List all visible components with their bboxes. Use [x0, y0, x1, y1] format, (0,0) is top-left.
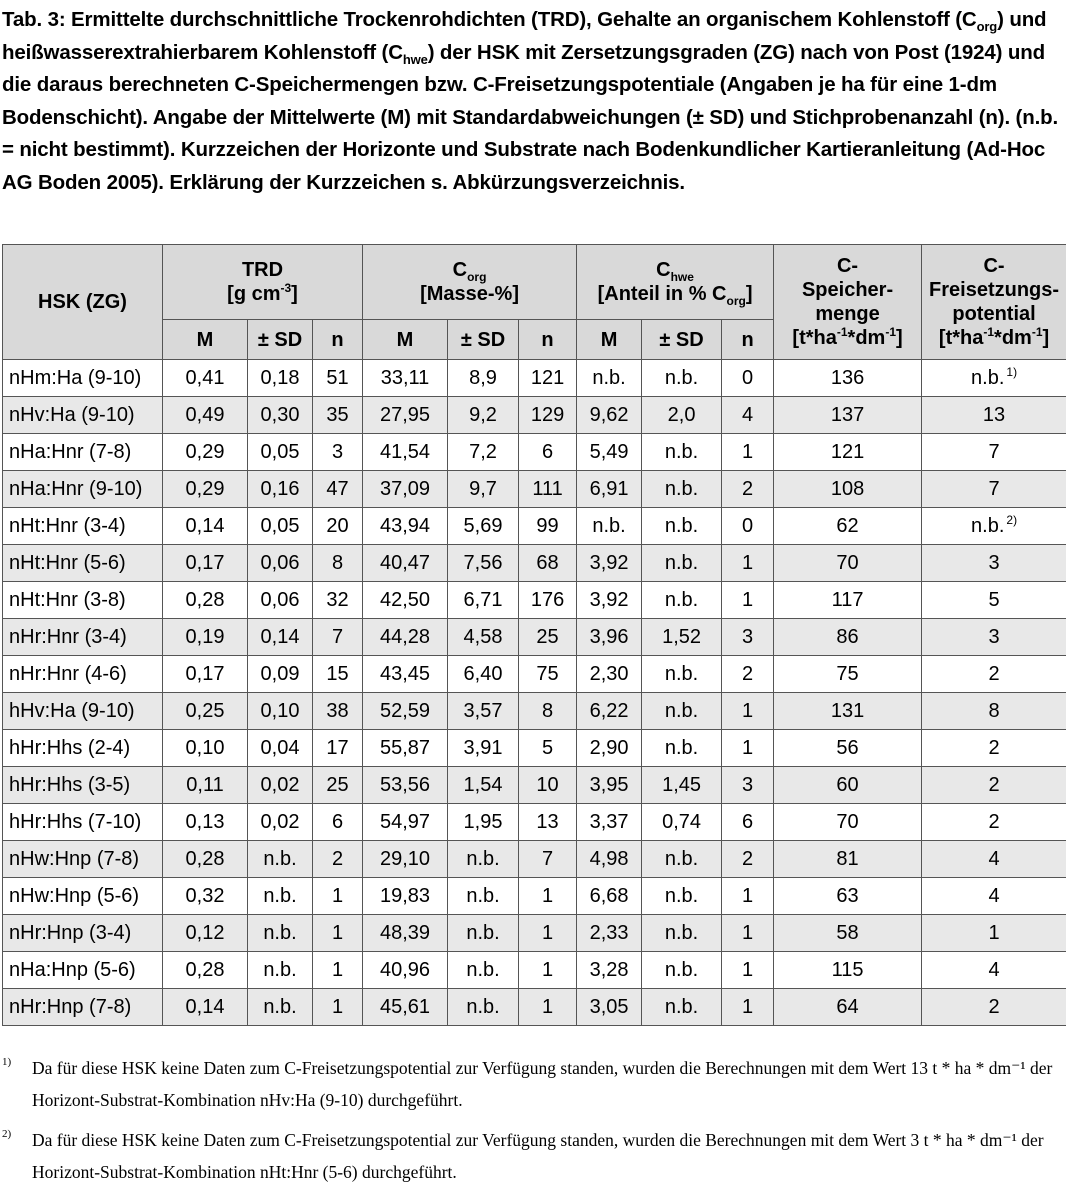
- cell-trd-sd: n.b.: [248, 878, 313, 915]
- cell-chwe-m: 6,68: [577, 878, 642, 915]
- cell-corg-sd: n.b.: [448, 915, 519, 952]
- footnote-ref: 2): [1006, 512, 1018, 527]
- cell-trd-m: 0,14: [163, 508, 248, 545]
- cell-speicher: 108: [774, 471, 922, 508]
- cell-hsk: hHr:Hhs (7-10): [3, 804, 163, 841]
- table-row: [3, 730, 1066, 767]
- caption-text: Tab. 3: Ermittelte durchschnittliche Trockenrohdichten (TRD), Gehalte an organischem Kohlenstoff (C: [2, 8, 977, 31]
- cell-trd-sd: 0,06: [248, 545, 313, 582]
- cell-trd-sd: n.b.: [248, 952, 313, 989]
- footnote-2: [2, 1124, 1064, 1188]
- cell-chwe-m: 3,37: [577, 804, 642, 841]
- cell-chwe-m: 3,05: [577, 989, 642, 1026]
- cell-frei: 3: [922, 619, 1066, 656]
- cell-chwe-n: 3: [722, 767, 774, 804]
- cell-corg-sd: n.b.: [448, 878, 519, 915]
- cell-chwe-n: 1: [722, 693, 774, 730]
- cell-corg-n: 13: [519, 804, 577, 841]
- cell-chwe-m: 5,49: [577, 434, 642, 471]
- cell-trd-m: 0,14: [163, 989, 248, 1026]
- cell-chwe-sd: n.b.: [642, 471, 722, 508]
- cell-hsk: nHm:Ha (9-10): [3, 360, 163, 397]
- cell-corg-m: 54,97: [363, 804, 448, 841]
- caption-text: ) und heißwasserextrahierbarem Kohlenstoff (C: [2, 8, 1047, 64]
- cell-speicher: 64: [774, 989, 922, 1026]
- subheader-chwe-sd: ± SD: [642, 320, 722, 360]
- table-row: [3, 471, 1066, 508]
- cell-chwe-sd: n.b.: [642, 878, 722, 915]
- cell-corg-sd: 7,2: [448, 434, 519, 471]
- cell-frei: 2: [922, 767, 1066, 804]
- cell-trd-n: 6: [313, 804, 363, 841]
- cell-trd-m: 0,28: [163, 841, 248, 878]
- subheader-chwe-n: n: [722, 320, 774, 360]
- footnote-ref: 1): [1006, 364, 1018, 379]
- cell-frei: 2: [922, 989, 1066, 1026]
- cell-hsk: nHr:Hnp (3-4): [3, 915, 163, 952]
- cell-trd-n: 8: [313, 545, 363, 582]
- cell-trd-n: 51: [313, 360, 363, 397]
- table-caption: [2, 4, 1064, 199]
- cell-trd-sd: n.b.: [248, 989, 313, 1026]
- cell-trd-m: 0,17: [163, 545, 248, 582]
- cell-chwe-m: n.b.: [577, 508, 642, 545]
- cell-speicher: 136: [774, 360, 922, 397]
- cell-frei: 2: [922, 804, 1066, 841]
- cell-speicher: 75: [774, 656, 922, 693]
- cell-chwe-m: 3,96: [577, 619, 642, 656]
- cell-corg-m: 33,11: [363, 360, 448, 397]
- cell-corg-n: 1: [519, 915, 577, 952]
- cell-corg-n: 1: [519, 952, 577, 989]
- cell-chwe-m: n.b.: [577, 360, 642, 397]
- cell-chwe-n: 1: [722, 730, 774, 767]
- cell-hsk: nHa:Hnr (9-10): [3, 471, 163, 508]
- cell-trd-sd: 0,06: [248, 582, 313, 619]
- cell-corg-n: 99: [519, 508, 577, 545]
- cell-trd-m: 0,13: [163, 804, 248, 841]
- cell-trd-n: 1: [313, 989, 363, 1026]
- cell-chwe-sd: n.b.: [642, 915, 722, 952]
- footnote-mark: 2): [2, 1128, 12, 1140]
- cell-corg-sd: 3,57: [448, 693, 519, 730]
- cell-frei: 13: [922, 397, 1066, 434]
- cell-frei: 4: [922, 841, 1066, 878]
- cell-corg-sd: 6,40: [448, 656, 519, 693]
- table-row: [3, 545, 1066, 582]
- cell-trd-sd: n.b.: [248, 841, 313, 878]
- header-trd: TRD [g $cm^{-3}$]: [163, 245, 363, 320]
- cell-chwe-sd: n.b.: [642, 582, 722, 619]
- cell-corg-n: 7: [519, 841, 577, 878]
- cell-trd-sd: 0,09: [248, 656, 313, 693]
- caption-text: ) der HSK mit Zersetzungsgraden (ZG) nach von Post (1924) und die daraus berechneten C-Speichermengen bzw. C-Freisetzungspotentiale (Angaben je ha für eine 1-dm Bodenschicht). Angabe der Mittelwerte (M) mit Standardabweichungen (± SD) und Stichprobenanzahl (n). (n.b. = nicht bestimmt). Kurzzeichen der Horizonte und Substrate nach Bodenkundlicher Kartieranleitung (Ad-Hoc AG Boden 2005). Erklärung der Kurzzeichen s. Abkürzungsverzeichnis.: [2, 40, 1059, 194]
- cell-trd-n: 17: [313, 730, 363, 767]
- cell-chwe-m: 2,90: [577, 730, 642, 767]
- cell-trd-sd: 0,02: [248, 804, 313, 841]
- cell-chwe-m: 6,91: [577, 471, 642, 508]
- cell-corg-m: 37,09: [363, 471, 448, 508]
- table-row: [3, 582, 1066, 619]
- cell-trd-sd: 0,05: [248, 508, 313, 545]
- cell-speicher: 70: [774, 545, 922, 582]
- table-row: [3, 508, 1066, 545]
- cell-chwe-m: 3,92: [577, 582, 642, 619]
- cell-trd-n: 38: [313, 693, 363, 730]
- cell-trd-n: 35: [313, 397, 363, 434]
- cell-frei: 2: [922, 730, 1066, 767]
- cell-corg-n: 25: [519, 619, 577, 656]
- data-table: [2, 244, 1066, 1026]
- cell-chwe-m: 3,95: [577, 767, 642, 804]
- footnote-mark: 1): [2, 1056, 12, 1068]
- cell-chwe-n: 1: [722, 582, 774, 619]
- cell-trd-n: 1: [313, 915, 363, 952]
- cell-frei: n.b. $^{1)}$: [922, 360, 1066, 397]
- cell-chwe-n: 1: [722, 878, 774, 915]
- cell-corg-n: 111: [519, 471, 577, 508]
- cell-corg-m: 52,59: [363, 693, 448, 730]
- cell-chwe-n: 1: [722, 952, 774, 989]
- cell-corg-n: 68: [519, 545, 577, 582]
- cell-corg-n: 1: [519, 878, 577, 915]
- cell-frei: 4: [922, 878, 1066, 915]
- cell-hsk: nHv:Ha (9-10): [3, 397, 163, 434]
- cell-chwe-sd: 2,0: [642, 397, 722, 434]
- cell-trd-m: 0,12: [163, 915, 248, 952]
- cell-hsk: nHw:Hnp (5-6): [3, 878, 163, 915]
- cell-trd-m: 0,19: [163, 619, 248, 656]
- cell-speicher: 62: [774, 508, 922, 545]
- cell-trd-sd: 0,05: [248, 434, 313, 471]
- header-c-freisetzungspotential: C- Freisetzungs- potential $[t*ha^{-1}*dm^{-1}]$: [922, 245, 1066, 360]
- cell-trd-m: 0,17: [163, 656, 248, 693]
- header-chwe: $C_{hwe}$ [Anteil in % $C_{org}$]: [577, 245, 774, 320]
- cell-corg-m: 40,96: [363, 952, 448, 989]
- cell-corg-sd: n.b.: [448, 952, 519, 989]
- cell-hsk: nHr:Hnp (7-8): [3, 989, 163, 1026]
- cell-corg-sd: 3,91: [448, 730, 519, 767]
- subheader-trd-m: M: [163, 320, 248, 360]
- cell-chwe-n: 1: [722, 434, 774, 471]
- cell-corg-sd: 6,71: [448, 582, 519, 619]
- cell-hsk: nHw:Hnp (7-8): [3, 841, 163, 878]
- table-row: [3, 804, 1066, 841]
- cell-hsk: nHt:Hnr (5-6): [3, 545, 163, 582]
- cell-chwe-m: 2,33: [577, 915, 642, 952]
- table-body: [3, 360, 1066, 1026]
- cell-speicher: 63: [774, 878, 922, 915]
- subheader-corg-n: n: [519, 320, 577, 360]
- cell-corg-sd: 8,9: [448, 360, 519, 397]
- cell-trd-n: 3: [313, 434, 363, 471]
- cell-chwe-sd: n.b.: [642, 360, 722, 397]
- cell-corg-m: 19,83: [363, 878, 448, 915]
- cell-chwe-sd: n.b.: [642, 656, 722, 693]
- caption-subscript: org: [976, 19, 998, 35]
- cell-trd-n: 15: [313, 656, 363, 693]
- cell-trd-m: 0,28: [163, 952, 248, 989]
- footnote-1: [2, 1052, 1064, 1116]
- cell-corg-m: 29,10: [363, 841, 448, 878]
- cell-frei: 7: [922, 434, 1066, 471]
- cell-speicher: 60: [774, 767, 922, 804]
- cell-frei: n.b. $^{2)}$: [922, 508, 1066, 545]
- cell-trd-sd: 0,14: [248, 619, 313, 656]
- header-c-speichermenge: C- Speicher- menge $[t*ha^{-1}*dm^{-1}]$: [774, 245, 922, 360]
- cell-corg-m: 45,61: [363, 989, 448, 1026]
- cell-trd-sd: 0,10: [248, 693, 313, 730]
- cell-speicher: 115: [774, 952, 922, 989]
- cell-frei: 5: [922, 582, 1066, 619]
- cell-corg-n: 6: [519, 434, 577, 471]
- cell-corg-n: 75: [519, 656, 577, 693]
- cell-chwe-n: 2: [722, 656, 774, 693]
- cell-chwe-sd: n.b.: [642, 545, 722, 582]
- cell-trd-sd: n.b.: [248, 915, 313, 952]
- cell-trd-n: 1: [313, 878, 363, 915]
- table-row: [3, 397, 1066, 434]
- cell-corg-n: 1: [519, 989, 577, 1026]
- cell-corg-m: 48,39: [363, 915, 448, 952]
- cell-chwe-m: 3,28: [577, 952, 642, 989]
- cell-frei: 2: [922, 656, 1066, 693]
- cell-hsk: nHr:Hnr (4-6): [3, 656, 163, 693]
- cell-chwe-n: 0: [722, 508, 774, 545]
- cell-corg-m: 27,95: [363, 397, 448, 434]
- cell-hsk: nHt:Hnr (3-4): [3, 508, 163, 545]
- cell-speicher: 121: [774, 434, 922, 471]
- cell-trd-m: 0,32: [163, 878, 248, 915]
- table-row: [3, 767, 1066, 804]
- cell-frei: 1: [922, 915, 1066, 952]
- cell-trd-n: 20: [313, 508, 363, 545]
- cell-corg-m: 40,47: [363, 545, 448, 582]
- cell-trd-m: 0,41: [163, 360, 248, 397]
- cell-chwe-n: 3: [722, 619, 774, 656]
- cell-chwe-m: 9,62: [577, 397, 642, 434]
- cell-hsk: hHr:Hhs (3-5): [3, 767, 163, 804]
- cell-corg-n: 8: [519, 693, 577, 730]
- cell-chwe-sd: 0,74: [642, 804, 722, 841]
- cell-chwe-sd: n.b.: [642, 952, 722, 989]
- table-row: [3, 952, 1066, 989]
- cell-corg-sd: n.b.: [448, 841, 519, 878]
- caption-subscript: hwe: [402, 51, 428, 67]
- table-row: [3, 360, 1066, 397]
- cell-trd-sd: 0,30: [248, 397, 313, 434]
- cell-chwe-n: 2: [722, 471, 774, 508]
- cell-corg-n: 176: [519, 582, 577, 619]
- cell-chwe-sd: n.b.: [642, 434, 722, 471]
- cell-chwe-sd: n.b.: [642, 693, 722, 730]
- cell-speicher: 117: [774, 582, 922, 619]
- cell-trd-m: 0,29: [163, 471, 248, 508]
- cell-frei: 3: [922, 545, 1066, 582]
- cell-corg-m: 53,56: [363, 767, 448, 804]
- cell-trd-n: 2: [313, 841, 363, 878]
- table-row: [3, 656, 1066, 693]
- cell-trd-sd: 0,18: [248, 360, 313, 397]
- cell-speicher: 131: [774, 693, 922, 730]
- cell-chwe-sd: n.b.: [642, 841, 722, 878]
- cell-corg-n: 129: [519, 397, 577, 434]
- cell-trd-m: 0,29: [163, 434, 248, 471]
- cell-chwe-n: 1: [722, 545, 774, 582]
- cell-corg-sd: n.b.: [448, 989, 519, 1026]
- header-hsk: HSK (ZG): [3, 245, 163, 360]
- subheader-corg-sd: ± SD: [448, 320, 519, 360]
- cell-corg-sd: 1,54: [448, 767, 519, 804]
- cell-corg-sd: 7,56: [448, 545, 519, 582]
- cell-corg-n: 121: [519, 360, 577, 397]
- cell-trd-n: 47: [313, 471, 363, 508]
- cell-speicher: 58: [774, 915, 922, 952]
- subheader-trd-n: n: [313, 320, 363, 360]
- cell-hsk: hHr:Hhs (2-4): [3, 730, 163, 767]
- cell-corg-n: 5: [519, 730, 577, 767]
- cell-speicher: 86: [774, 619, 922, 656]
- cell-trd-sd: 0,04: [248, 730, 313, 767]
- cell-trd-m: 0,11: [163, 767, 248, 804]
- cell-corg-m: 43,45: [363, 656, 448, 693]
- footnote-text: Da für diese HSK keine Daten zum C-Freisetzungspotential zur Verfügung standen, wurden die Berechnungen mit dem Wert 3 t * ha * dm⁻¹ der Horizont-Substrat-Kombination nHt:Hnr (5-6) durchgeführt.: [32, 1130, 1044, 1182]
- cell-trd-n: 1: [313, 952, 363, 989]
- cell-trd-sd: 0,16: [248, 471, 313, 508]
- cell-trd-m: 0,28: [163, 582, 248, 619]
- cell-chwe-n: 1: [722, 989, 774, 1026]
- cell-chwe-m: 2,30: [577, 656, 642, 693]
- cell-trd-n: 7: [313, 619, 363, 656]
- cell-corg-n: 10: [519, 767, 577, 804]
- subheader-trd-sd: ± SD: [248, 320, 313, 360]
- cell-speicher: 137: [774, 397, 922, 434]
- subheader-corg-m: M: [363, 320, 448, 360]
- cell-hsk: nHt:Hnr (3-8): [3, 582, 163, 619]
- table-row: [3, 878, 1066, 915]
- cell-chwe-n: 4: [722, 397, 774, 434]
- cell-frei: 8: [922, 693, 1066, 730]
- cell-speicher: 56: [774, 730, 922, 767]
- cell-frei: 4: [922, 952, 1066, 989]
- table-row: [3, 915, 1066, 952]
- cell-trd-m: 0,49: [163, 397, 248, 434]
- cell-hsk: nHr:Hnr (3-4): [3, 619, 163, 656]
- header-corg: $C_{org}$ [Masse-%]: [363, 245, 577, 320]
- cell-speicher: 81: [774, 841, 922, 878]
- subheader-chwe-m: M: [577, 320, 642, 360]
- cell-speicher: 70: [774, 804, 922, 841]
- cell-chwe-sd: n.b.: [642, 730, 722, 767]
- cell-hsk: nHa:Hnp (5-6): [3, 952, 163, 989]
- table-row: [3, 693, 1066, 730]
- cell-corg-m: 41,54: [363, 434, 448, 471]
- cell-frei: 7: [922, 471, 1066, 508]
- cell-corg-m: 44,28: [363, 619, 448, 656]
- cell-chwe-sd: 1,45: [642, 767, 722, 804]
- cell-corg-sd: 9,7: [448, 471, 519, 508]
- cell-corg-sd: 4,58: [448, 619, 519, 656]
- table-row: [3, 434, 1066, 471]
- cell-chwe-n: 1: [722, 915, 774, 952]
- cell-chwe-sd: 1,52: [642, 619, 722, 656]
- cell-trd-sd: 0,02: [248, 767, 313, 804]
- cell-trd-n: 32: [313, 582, 363, 619]
- cell-corg-sd: 5,69: [448, 508, 519, 545]
- table-row: [3, 841, 1066, 878]
- cell-corg-m: 43,94: [363, 508, 448, 545]
- cell-chwe-sd: n.b.: [642, 508, 722, 545]
- cell-chwe-m: 4,98: [577, 841, 642, 878]
- cell-chwe-n: 0: [722, 360, 774, 397]
- cell-chwe-n: 6: [722, 804, 774, 841]
- cell-chwe-n: 2: [722, 841, 774, 878]
- cell-hsk: nHa:Hnr (7-8): [3, 434, 163, 471]
- cell-corg-sd: 1,95: [448, 804, 519, 841]
- table-row: [3, 989, 1066, 1026]
- cell-chwe-m: 6,22: [577, 693, 642, 730]
- table-row: [3, 619, 1066, 656]
- cell-corg-m: 55,87: [363, 730, 448, 767]
- cell-hsk: hHv:Ha (9-10): [3, 693, 163, 730]
- cell-trd-n: 25: [313, 767, 363, 804]
- cell-trd-m: 0,25: [163, 693, 248, 730]
- cell-corg-m: 42,50: [363, 582, 448, 619]
- footnote-text: Da für diese HSK keine Daten zum C-Freisetzungspotential zur Verfügung standen, wurden die Berechnungen mit dem Wert 13 t * ha * dm⁻¹ der Horizont-Substrat-Kombination nHv:Ha (9-10) durchgeführt.: [32, 1058, 1053, 1110]
- cell-chwe-sd: n.b.: [642, 989, 722, 1026]
- cell-corg-sd: 9,2: [448, 397, 519, 434]
- cell-chwe-m: 3,92: [577, 545, 642, 582]
- cell-trd-m: 0,10: [163, 730, 248, 767]
